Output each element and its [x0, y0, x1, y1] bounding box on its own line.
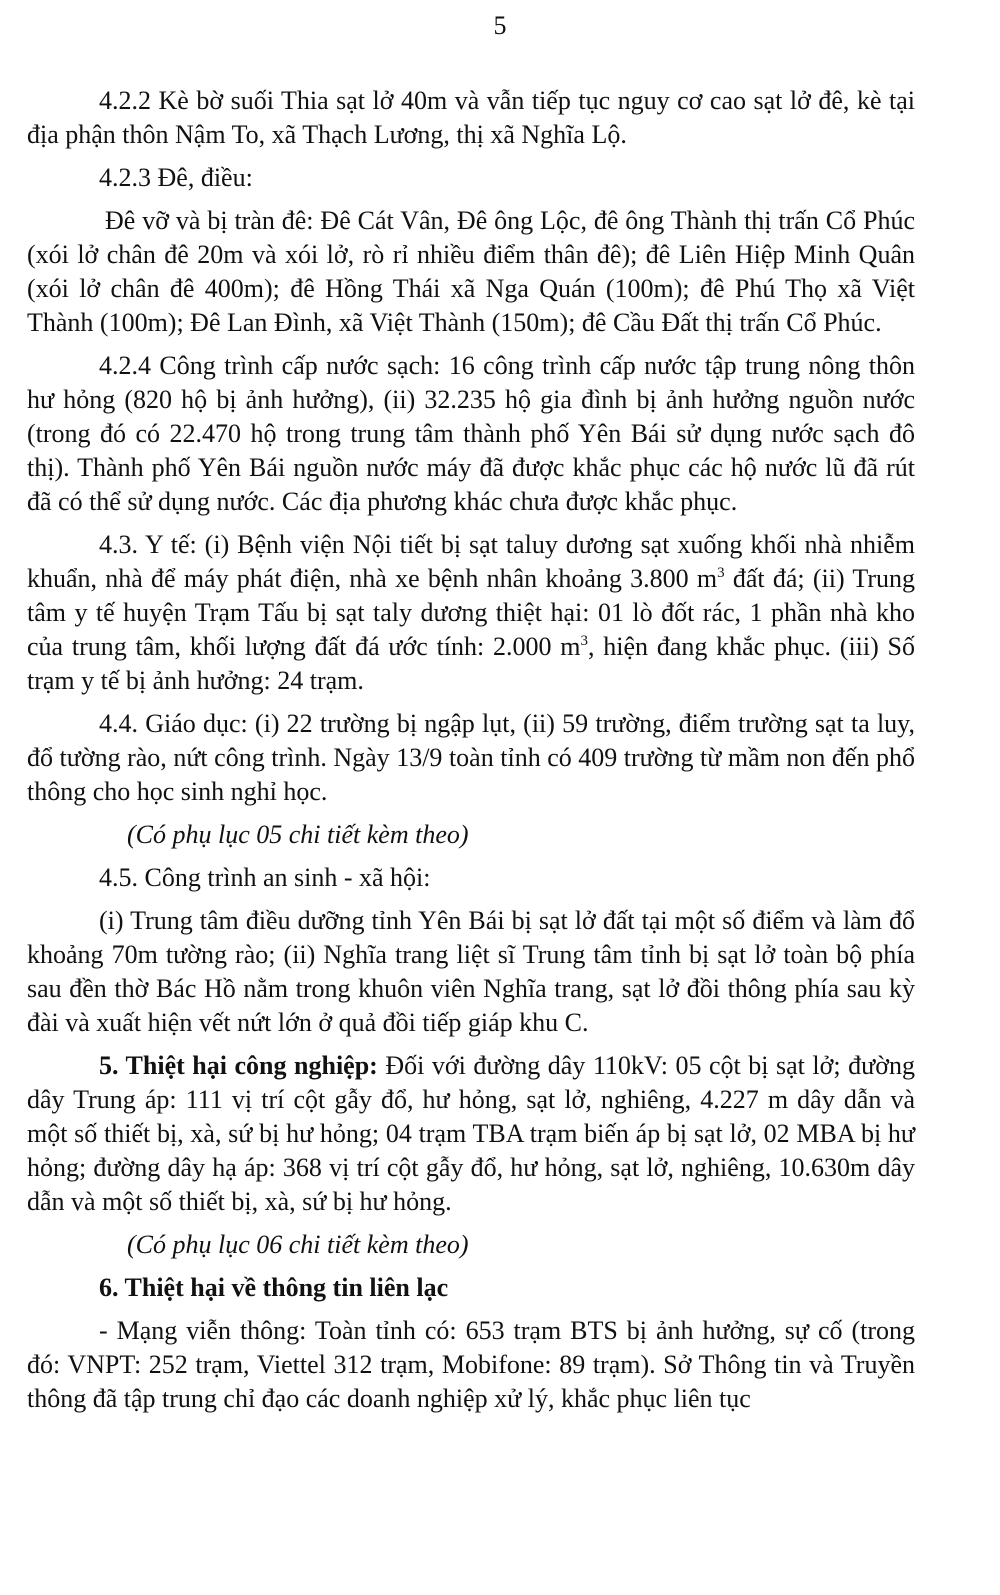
- page-number: 5: [493, 11, 507, 40]
- paragraph-4-3-part-3: , hiện đang khắc phục. (iii) Số trạm y tế bị ảnh hưởng: 24 trạm.: [27, 632, 915, 695]
- section-6-title: [27, 1271, 915, 1305]
- document-body: [27, 84, 915, 1425]
- section-5-body: Đối với đường dây 110kV: 05 cột bị sạt lở; đường dây Trung áp: 111 vị trí cột gẫy đổ, hư hỏng, sạt lở, nghiêng, 4.227 m dây dẫn và một số thiết bị, xà, sứ bị hư hỏng; 04 trạm TBA trạm biến áp bị sạt lở, 02 MBA bị hư hỏng; đường dây hạ áp: 368 vị trí cột gẫy đổ, hư hỏng, sạt lở, nghiêng, 10.630m dây dẫn và một số thiết bị, xà, sứ bị hư hỏng.: [27, 1051, 915, 1216]
- paragraph-de-vo: Đê vỡ và bị tràn đê: Đê Cát Vân, Đê ông Lộc, đê ông Thành thị trấn Cổ Phúc (xói lở chân đê 20m và xói lở, rò rỉ nhiều điểm thân đê); đê Liên Hiệp Minh Quân (xói lở chân đê 400m); đê Hồng Thái xã Nga Quán (100m); đê Phú Thọ xã Việt Thành (100m); Đê Lan Đình, xã Việt Thành (150m); đê Cầu Đất thị trấn Cổ Phúc.: [27, 206, 915, 337]
- paragraph-4-3-part-1: 4.3. Y tế: (i) Bệnh viện Nội tiết bị sạt taluy dương sạt xuống khối nhà nhiễm khuẩn, nhà để máy phát điện, nhà xe bệnh nhân khoảng 3.800 m: [27, 530, 915, 593]
- appendix-note-05: (Có phụ lục 05 chi tiết kèm theo): [127, 820, 469, 849]
- paragraph-4-2-2: 4.2.2 Kè bờ suối Thia sạt lở 40m và vẫn tiếp tục nguy cơ cao sạt lở đê, kè tại địa phận thôn Nậm To, xã Thạch Lương, thị xã Nghĩa Lộ.: [27, 86, 915, 149]
- appendix-note-06: (Có phụ lục 06 chi tiết kèm theo): [127, 1230, 469, 1259]
- paragraph-4-3: [27, 528, 915, 698]
- paragraph-4-2-4: 4.2.4 Công trình cấp nước sạch: 16 công trình cấp nước tập trung nông thôn hư hỏng (820 hộ bị ảnh hưởng), (ii) 32.235 hộ gia đình bị ảnh hưởng nguồn nước (trong đó có 22.470 hộ trong trung tâm thành phố Yên Bái sử dụng nước sạch đô thị). Thành phố Yên Bái nguồn nước máy đã được khắc phục các hộ nước lũ đã rút đã có thể sử dụng nước. Các địa phương khác chưa được khắc phục.: [27, 351, 915, 516]
- paragraph-an-sinh: (i) Trung tâm điều dưỡng tỉnh Yên Bái bị sạt lở đất tại một số điểm và làm đổ khoảng 70m tường rào; (ii) Nghĩa trang liệt sĩ Trung tâm tỉnh bị sạt lở toàn bộ phía sau đền thờ Bác Hồ nằm trong khuôn viên Nghĩa trang, sạt lở đồi thông phía sau kỳ đài và xuất hiện vết nứt lớn ở quả đồi tiếp giáp khu C.: [27, 906, 915, 1037]
- cubic-superscript: 3: [717, 565, 725, 581]
- paragraph-4-3-part-2: đất đá; (ii) Trung tâm y tế huyện Trạm Tấu bị sạt taly dương thiệt hại: 01 lò đốt rác, 1 phần nhà kho của trung tâm, khối lượng đất đá ước tính: 2.000 m: [27, 564, 915, 661]
- section-6-title-text: 6. Thiệt hại về thông tin liên lạc: [99, 1273, 449, 1302]
- section-5-title: 5. Thiệt hại công nghiệp:: [99, 1051, 378, 1080]
- paragraph-5-cong-nghiep: [27, 1049, 915, 1219]
- paragraph-4-4: 4.4. Giáo dục: (i) 22 trường bị ngập lụt, (ii) 59 trường, điểm trường sạt ta luy, đổ tường rào, nứt công trình. Ngày 13/9 toàn tỉnh có 409 trường từ mầm non đến phổ thông cho học sinh nghỉ học.: [27, 709, 915, 806]
- cubic-superscript: 3: [580, 633, 589, 649]
- paragraph-vien-thong: - Mạng viễn thông: Toàn tỉnh có: 653 trạm BTS bị ảnh hưởng, sự cố (trong đó: VNPT: 252 trạm, Viettel 312 trạm, Mobifone: 89 trạm). Sở Thông tin và Truyền thông đã tập trung chỉ đạo các doanh nghiệp xử lý, khắc phục liên tục: [27, 1316, 915, 1413]
- paragraph-4-2-3-heading: 4.2.3 Đê, điều:: [99, 163, 253, 192]
- paragraph-4-5-heading: 4.5. Công trình an sinh - xã hội:: [99, 863, 431, 892]
